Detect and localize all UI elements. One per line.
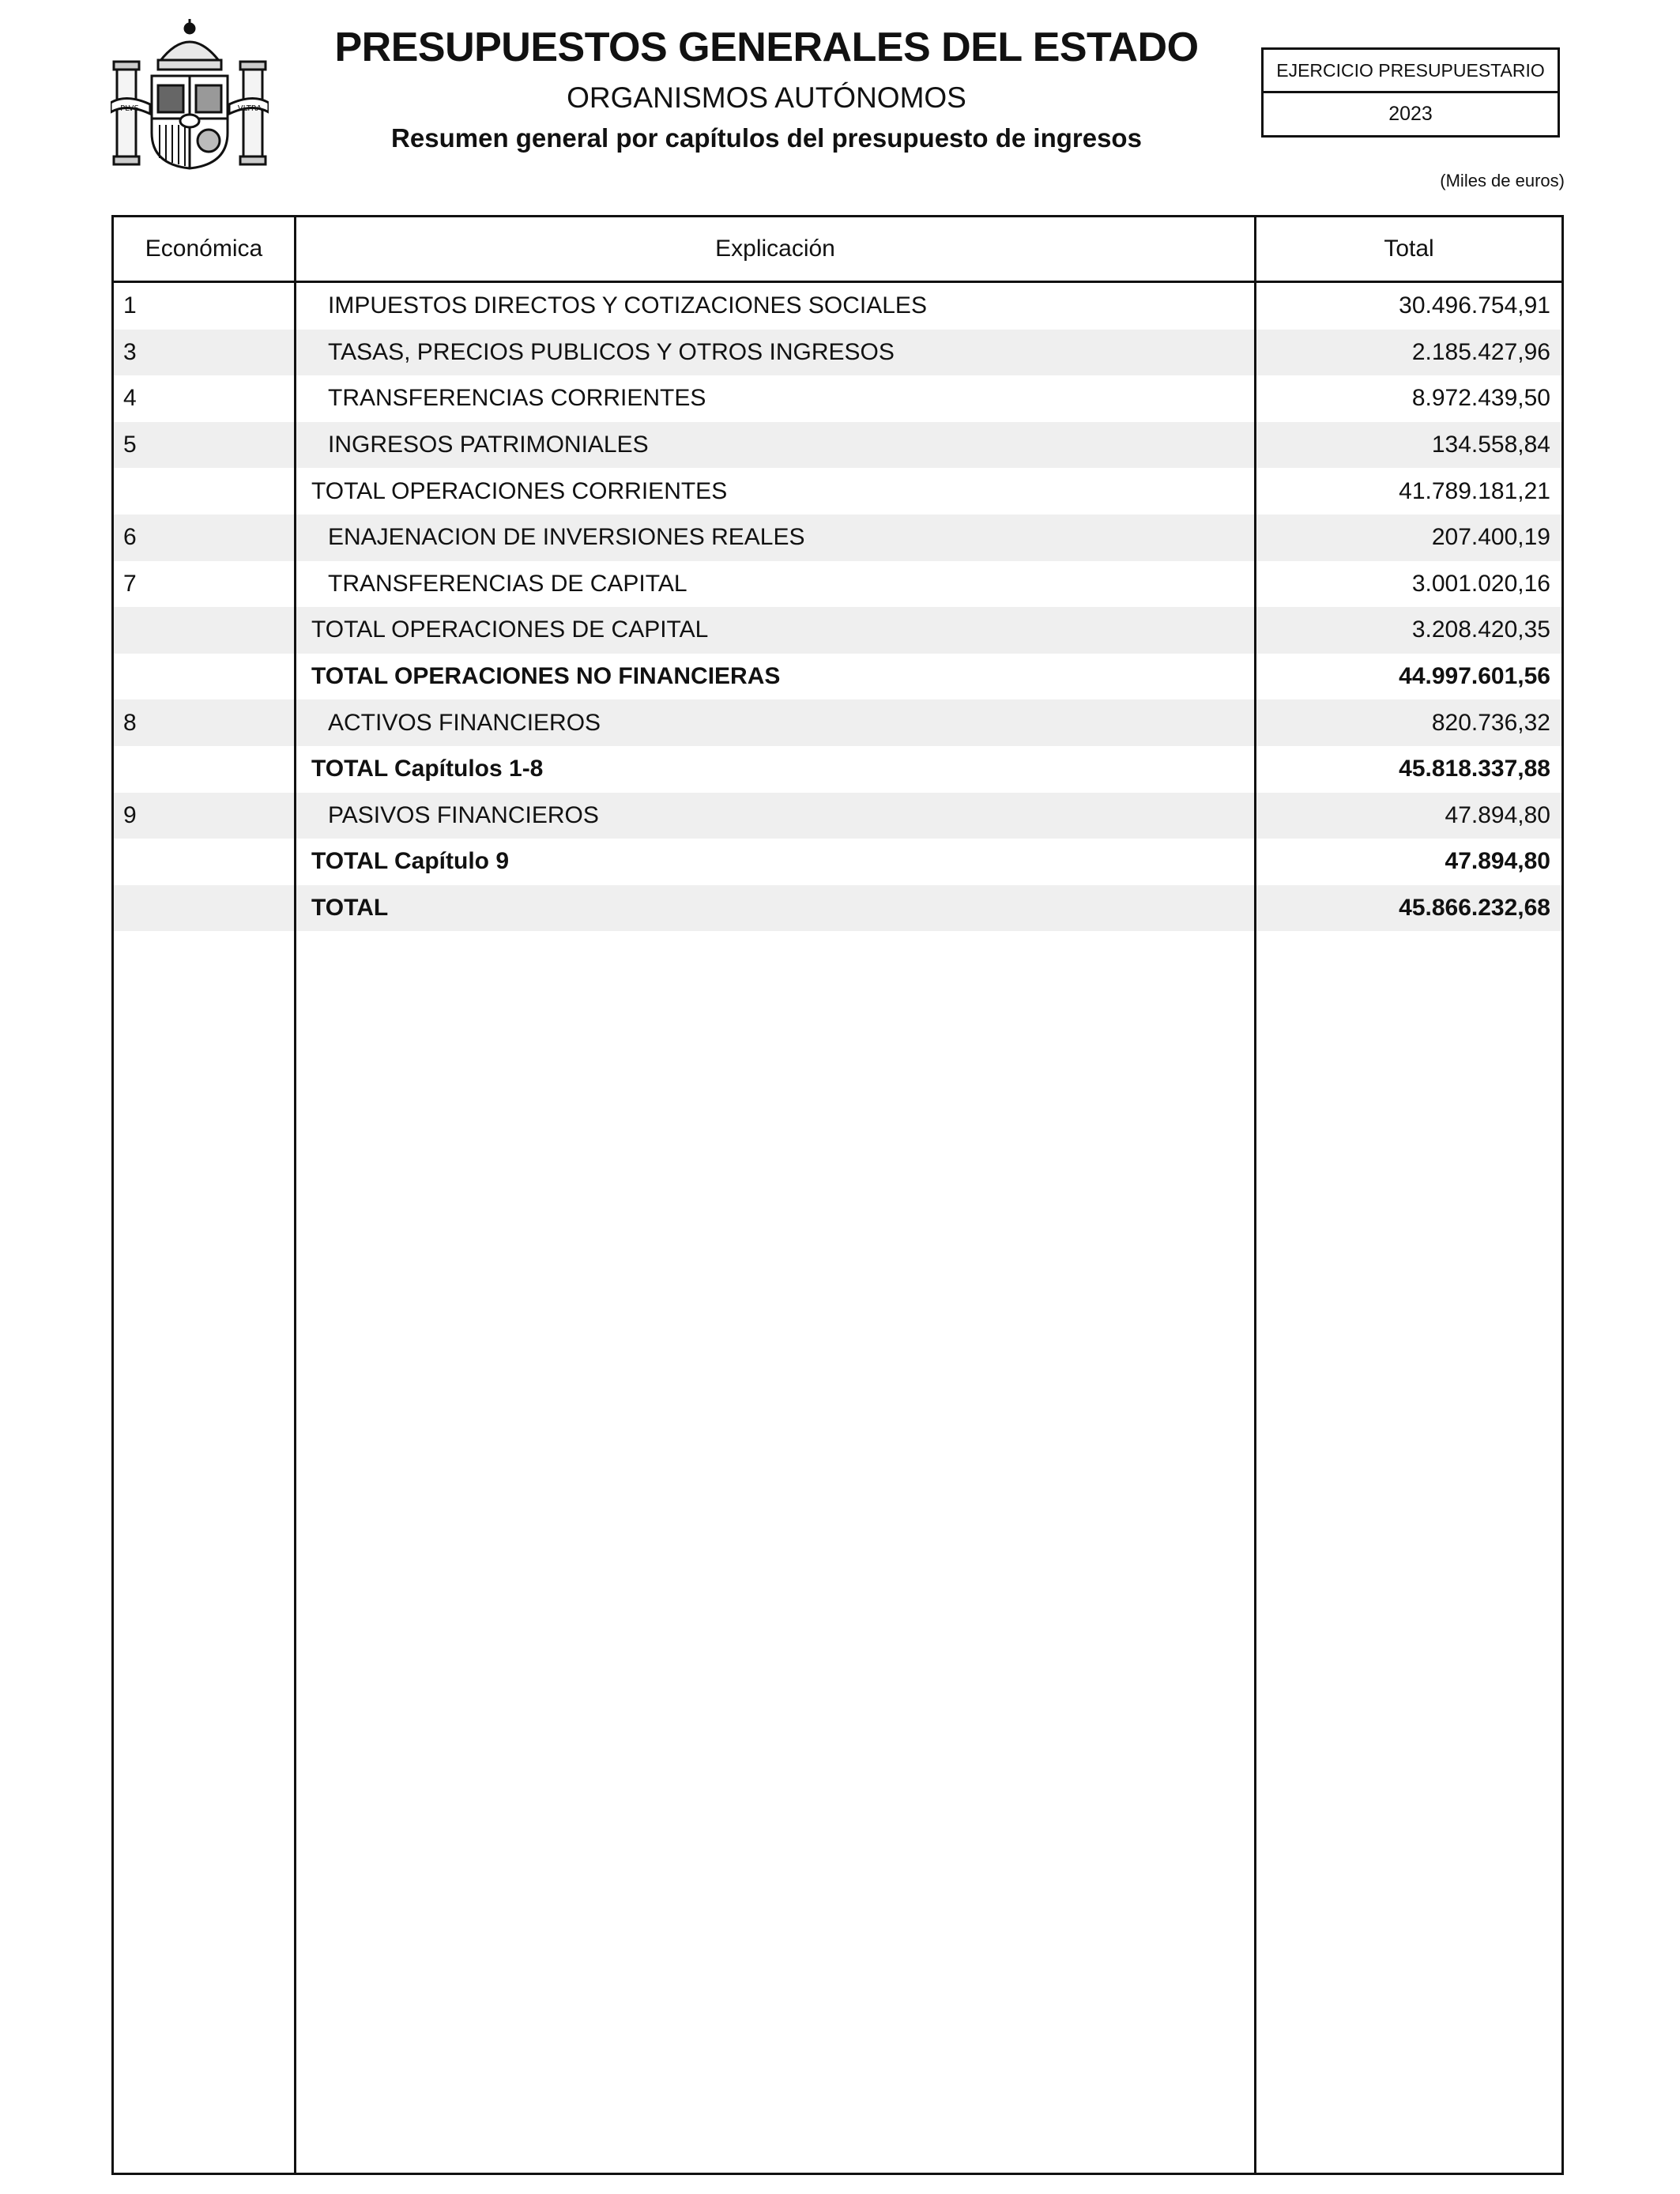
cell-total: 207.400,19 [1256, 515, 1561, 561]
cell-explicacion: ACTIVOS FINANCIEROS [296, 699, 1254, 746]
cell-economica: 6 [114, 515, 294, 561]
cell-economica [114, 654, 294, 700]
cell-explicacion: TOTAL OPERACIONES DE CAPITAL [296, 607, 1254, 654]
cell-explicacion: TOTAL Capítulo 9 [311, 848, 510, 875]
cell-economica: 9 [114, 793, 294, 839]
cell-explicacion: TASAS, PRECIOS PUBLICOS Y OTROS INGRESOS [296, 330, 1254, 376]
cell-explicacion: IMPUESTOS DIRECTOS Y COTIZACIONES SOCIALES [328, 292, 927, 319]
column-header-total: Total [1384, 236, 1434, 262]
cell-economica [114, 746, 294, 793]
coat-of-arms-graphic [111, 14, 269, 172]
cell-explicacion: TOTAL [296, 885, 1254, 932]
table-row [114, 885, 1561, 932]
cell-total: 3.001.020,16 [1411, 570, 1550, 597]
cell-explicacion: PASIVOS FINANCIEROS [296, 793, 1254, 839]
cell-explicacion: TRANSFERENCIAS CORRIENTES [328, 385, 706, 412]
cell-explicacion: TRANSFERENCIAS DE CAPITAL [328, 570, 687, 597]
cell-economica [114, 839, 294, 885]
table-row [114, 746, 1561, 793]
page-subtitle: ORGANISMOS AUTÓNOMOS [567, 81, 966, 114]
table-row [114, 375, 1561, 422]
table-row [114, 699, 1561, 746]
table-row [114, 422, 1561, 469]
page-title: PRESUPUESTOS GENERALES DEL ESTADO [334, 25, 1199, 70]
table-body [114, 283, 1561, 931]
table-row [114, 561, 1561, 608]
cell-economica: 4 [123, 385, 137, 412]
cell-total: 44.997.601,56 [1399, 663, 1550, 690]
table-row [114, 330, 1561, 376]
ejercicio-label: EJERCICIO PRESUPUESTARIO [1264, 50, 1558, 93]
table-row [114, 283, 1561, 330]
table-row [114, 468, 1561, 515]
column-header-explicacion: Explicación [715, 236, 835, 262]
cell-economica: 7 [123, 570, 137, 597]
cell-explicacion: ENAJENACION DE INVERSIONES REALES [296, 515, 1254, 561]
cell-explicacion: TOTAL Capítulos 1-8 [311, 756, 544, 782]
cell-total: 41.789.181,21 [1399, 477, 1550, 504]
cell-economica: 5 [114, 422, 294, 469]
table-row [114, 839, 1561, 885]
coat-motto-right: VLTRA [237, 104, 262, 113]
column-header-economica: Económica [145, 236, 263, 262]
cell-total: 47.894,80 [1256, 793, 1561, 839]
coat-motto-left: PLVS [120, 104, 139, 113]
cell-total: 45.818.337,88 [1399, 756, 1550, 782]
cell-total: 47.894,80 [1445, 848, 1550, 875]
table-row [114, 607, 1561, 654]
page-description: Resumen general por capítulos del presupuesto de ingresos [391, 123, 1142, 153]
cell-total: 8.972.439,50 [1411, 385, 1550, 412]
table-row [114, 793, 1561, 839]
spain-coat-of-arms-icon [111, 14, 269, 172]
cell-economica [114, 468, 294, 515]
cell-total: 30.496.754,91 [1399, 292, 1550, 319]
table-row [114, 515, 1561, 561]
cell-economica: 1 [123, 292, 137, 319]
cell-total: 820.736,32 [1256, 699, 1561, 746]
cell-economica [114, 607, 294, 654]
ejercicio-year: 2023 [1388, 103, 1433, 125]
cell-explicacion: TOTAL OPERACIONES NO FINANCIERAS [311, 663, 781, 690]
cell-explicacion: INGRESOS PATRIMONIALES [296, 422, 1254, 469]
cell-total: 134.558,84 [1256, 422, 1561, 469]
ejercicio-box [1261, 47, 1560, 138]
cell-economica: 3 [114, 330, 294, 376]
cell-economica: 8 [114, 699, 294, 746]
units-note: (Miles de euros) [1440, 171, 1565, 190]
cell-total: 2.185.427,96 [1256, 330, 1561, 376]
cell-total: 45.866.232,68 [1256, 885, 1561, 932]
table-row [114, 654, 1561, 700]
cell-economica [114, 885, 294, 932]
cell-total: 3.208.420,35 [1256, 607, 1561, 654]
cell-explicacion: TOTAL OPERACIONES CORRIENTES [311, 477, 728, 504]
